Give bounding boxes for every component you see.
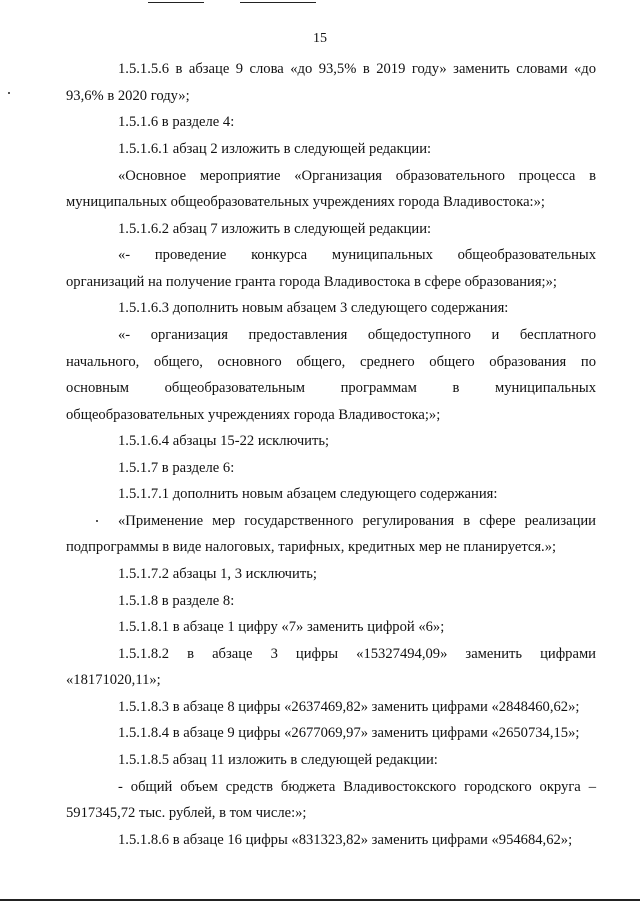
paragraph: 1.5.1.6 в разделе 4: xyxy=(118,114,235,130)
scan-artifact xyxy=(96,520,98,522)
paragraph-continuation xyxy=(66,189,596,216)
paragraph-line: «- проведение конкурса муниципальных общеобразовательных xyxy=(118,247,596,263)
paragraph-line: «Основное мероприятие «Организация образовательного процесса в xyxy=(118,168,596,184)
paragraph: 1.5.1.7 в разделе 6: xyxy=(118,460,235,476)
paragraph: 1.5.1.8.3 в абзаце 8 цифры «2637469,82» заменить цифрами «2848460,62»; xyxy=(118,699,580,715)
paragraph xyxy=(66,56,596,83)
paragraph-continuation xyxy=(66,349,596,376)
paragraph-line: основным общеобразовательным программам в муниципальных xyxy=(66,380,596,396)
paragraph-line: начального, общего, основного общего, среднего общего образования по xyxy=(66,354,596,370)
paragraph: 1.5.1.6.4 абзацы 15-22 исключить; xyxy=(118,433,330,449)
paragraph-line: «Применение мер государственного регулирования в сфере реализации xyxy=(118,513,596,529)
paragraph xyxy=(66,163,596,190)
paragraph-continuation xyxy=(66,800,596,827)
paragraph-line: 93,6% в 2020 году»; xyxy=(66,88,190,104)
paragraph: 1.5.1.6.2 абзац 7 изложить в следующей редакции: xyxy=(118,221,432,237)
paragraph xyxy=(66,641,596,668)
paragraph-continuation xyxy=(66,83,596,110)
scan-artifact xyxy=(8,92,10,94)
paragraph-line: 1.5.1.8.2 в абзаце 3 цифры «15327494,09» заменить цифрами xyxy=(118,646,596,662)
paragraph-line: 1.5.1.5.6 в абзаце 9 слова «до 93,5% в 2019 году» заменить словами «до xyxy=(118,61,596,77)
paragraph: 1.5.1.8.1 в абзаце 1 цифру «7» заменить цифрой «6»; xyxy=(118,619,445,635)
page-number: 15 xyxy=(313,31,327,46)
paragraph: 1.5.1.6.3 дополнить новым абзацем 3 следующего содержания: xyxy=(118,300,509,316)
paragraph: 1.5.1.8.5 абзац 11 изложить в следующей редакции: xyxy=(118,752,438,768)
paragraph-continuation xyxy=(66,375,596,402)
scan-top-rule xyxy=(240,2,316,3)
paragraph-continuation xyxy=(66,269,596,296)
paragraph-line: организаций на получение гранта города Владивостока в сфере образования;»; xyxy=(66,274,557,290)
scan-bottom-rule xyxy=(0,899,640,901)
scan-top-rule xyxy=(148,2,204,3)
paragraph xyxy=(66,774,596,801)
paragraph-line: - общий объем средств бюджета Владивостокского городского округа – xyxy=(118,779,596,795)
paragraph-line: «- организация предоставления общедоступного и бесплатного xyxy=(118,327,596,343)
paragraph xyxy=(66,322,596,349)
paragraph: 1.5.1.6.1 абзац 2 изложить в следующей редакции: xyxy=(118,141,432,157)
paragraph: 1.5.1.8.6 в абзаце 16 цифры «831323,82» заменить цифрами «954684,62»; xyxy=(118,832,573,848)
paragraph-continuation xyxy=(66,402,596,429)
paragraph-continuation xyxy=(66,667,596,694)
paragraph-line: подпрограммы в виде налоговых, тарифных, кредитных мер не планируется.»; xyxy=(66,539,557,555)
paragraph-continuation xyxy=(66,534,596,561)
paragraph xyxy=(66,508,596,535)
paragraph: 1.5.1.7.1 дополнить новым абзацем следующего содержания: xyxy=(118,486,498,502)
paragraph-line: 5917345,72 тыс. рублей, в том числе:»; xyxy=(66,805,307,821)
paragraph: 1.5.1.7.2 абзацы 1, 3 исключить; xyxy=(118,566,317,582)
paragraph: 1.5.1.8 в разделе 8: xyxy=(118,593,235,609)
paragraph-line: общеобразовательных учреждениях города Владивостока;»; xyxy=(66,407,441,423)
paragraph: 1.5.1.8.4 в абзаце 9 цифры «2677069,97» заменить цифрами «2650734,15»; xyxy=(118,725,580,741)
paragraph xyxy=(66,242,596,269)
paragraph-line: «18171020,11»; xyxy=(66,672,161,688)
paragraph-line: муниципальных общеобразовательных учреждениях города Владивостока:»; xyxy=(66,194,545,210)
